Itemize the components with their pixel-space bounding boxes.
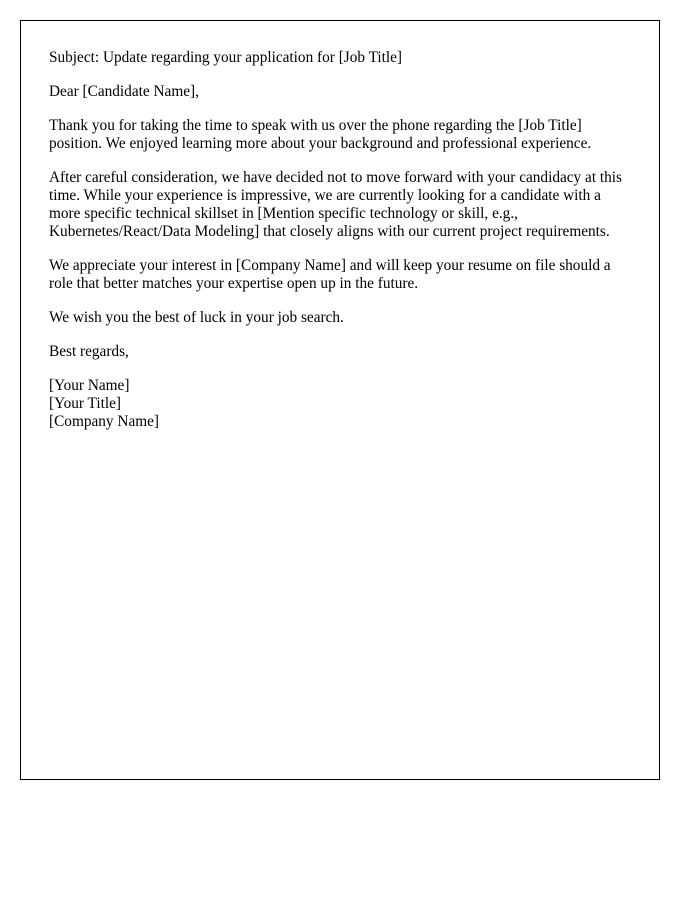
paragraph-thank-you: Thank you for taking the time to speak with us over the phone regarding the [Job Title] position. We enjoyed learning more about your background and professional experience. (49, 117, 592, 152)
paragraph-best-wishes: We wish you the best of luck in your job search. (49, 309, 344, 326)
paragraph-appreciation: We appreciate your interest in [Company Name] and will keep your resume on file should a role that better matches your expertise open up in the future. (49, 257, 611, 292)
signature-company: [Company Name] (49, 413, 160, 430)
paragraph-decision: After careful consideration, we have decided not to move forward with your candidacy at this time. While your experience is impressive, we are currently looking for a candidate with a more specific technical skillset in [Mention specific technology or skill, e.g., Kubernetes/React/Data Modeling] that closely aligns with our current project requirements. (49, 169, 622, 240)
signature-name: [Your Name] (49, 377, 130, 394)
letter-body (49, 49, 633, 447)
signature-title: [Your Title] (49, 395, 121, 412)
letter-salutation: Dear [Candidate Name], (49, 83, 199, 100)
letter-frame (20, 20, 660, 780)
letter-subject: Subject: Update regarding your application for [Job Title] (49, 49, 403, 66)
letter-signature (49, 377, 633, 431)
letter-closing: Best regards, (49, 343, 129, 360)
